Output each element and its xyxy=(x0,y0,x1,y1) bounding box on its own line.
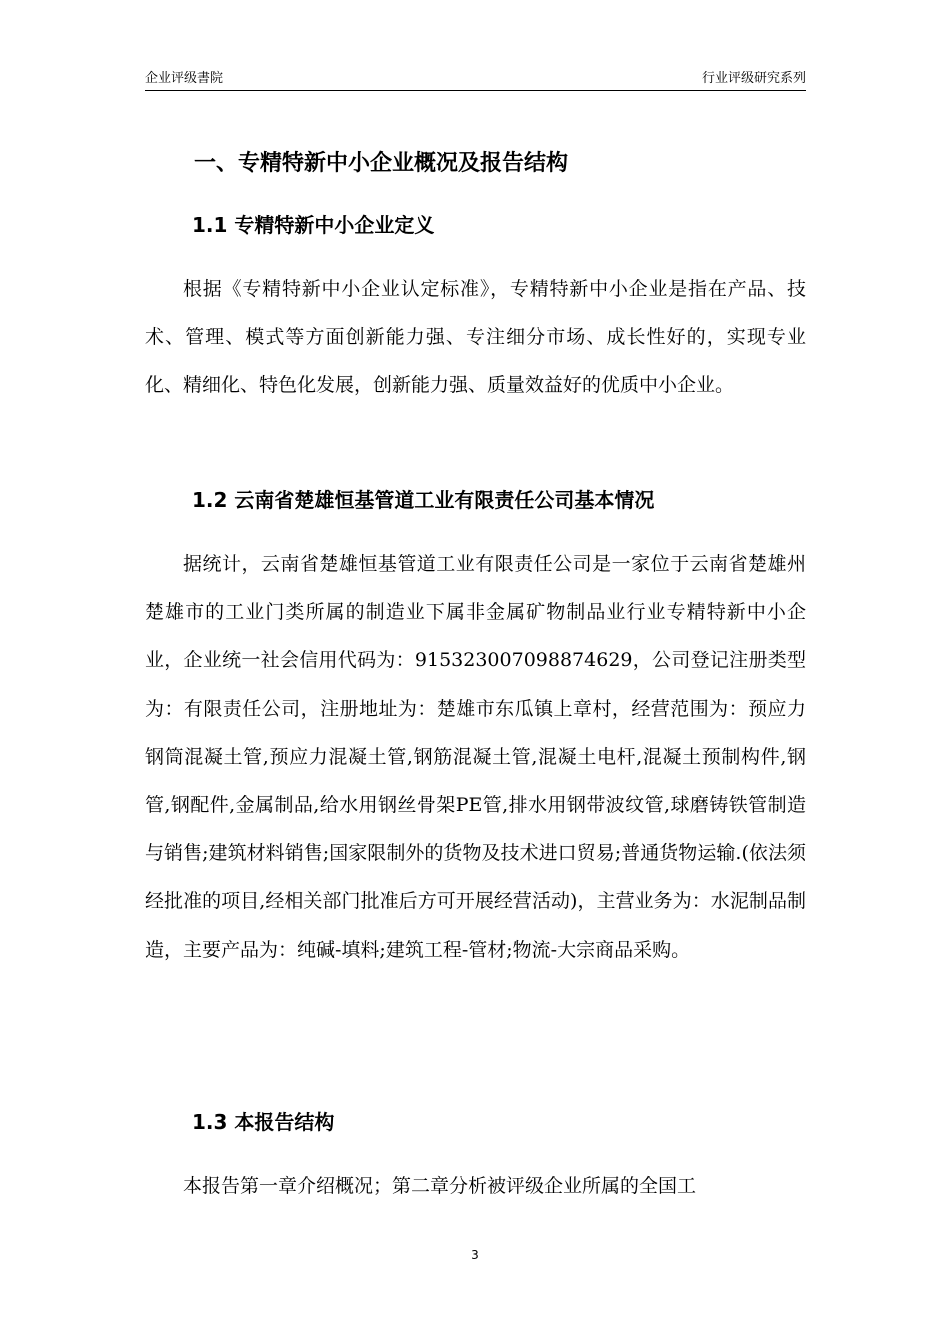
chapter-title: 一、专精特新中小企业概况及报告结构 xyxy=(194,151,569,176)
section-title-1-1: 1.1 专精特新中小企业定义 xyxy=(192,213,435,237)
header-divider xyxy=(145,90,806,91)
page-number: 3 xyxy=(471,1248,479,1262)
header-right-label: 行业评级研究系列 xyxy=(701,71,806,86)
section-body-1-1: 根据《专精特新中小企业认定标准》，专精特新中小企业是指在产品、技术、管理、模式等方面创新能力强、专注细分市场、成长性好的，实现专业化、精细化、特色化发展，创新能力强、质量效益好的优质中小企业。 xyxy=(145,278,806,397)
section-body-1-2: 据统计，云南省楚雄恒基管道工业有限责任公司是一家位于云南省楚雄州楚雄市的工业门类所属的制造业下属非金属矿物制品业行业专精特新中小企业，企业统一社会信用代码为：915323007098874629，公司登记注册类型为：有限责任公司，注册地址为：楚雄市东瓜镇上章村，经营范围为：预应力钢筒混凝土管,预应力混凝土管,钢筋混凝土管,混凝土电杆,混凝土预制构件,钢管,钢配件,金属制品,给水用钢丝骨架PE管,排水用钢带波纹管,球磨铸铁管制造与销售;建筑材料销售;国家限制外的货物及技术进口贸易;普通货物运输.(依法须经批准的项目,经相关部门批准后方可开展经营活动)，主营业务为：水泥制品制造，主要产品为：纯碱-填料;建筑工程-管材;物流-大宗商品采购。 xyxy=(145,553,806,961)
header-left-label: 企业评级書院 xyxy=(145,71,224,86)
section-title-1-3: 1.3 本报告结构 xyxy=(192,1110,335,1134)
running-header xyxy=(145,70,806,90)
section-body-1-3: 本报告第一章介绍概况；第二章分析被评级企业所属的全国工 xyxy=(183,1175,697,1197)
section-title-1-2: 1.2 云南省楚雄恒基管道工业有限责任公司基本情况 xyxy=(192,488,655,512)
